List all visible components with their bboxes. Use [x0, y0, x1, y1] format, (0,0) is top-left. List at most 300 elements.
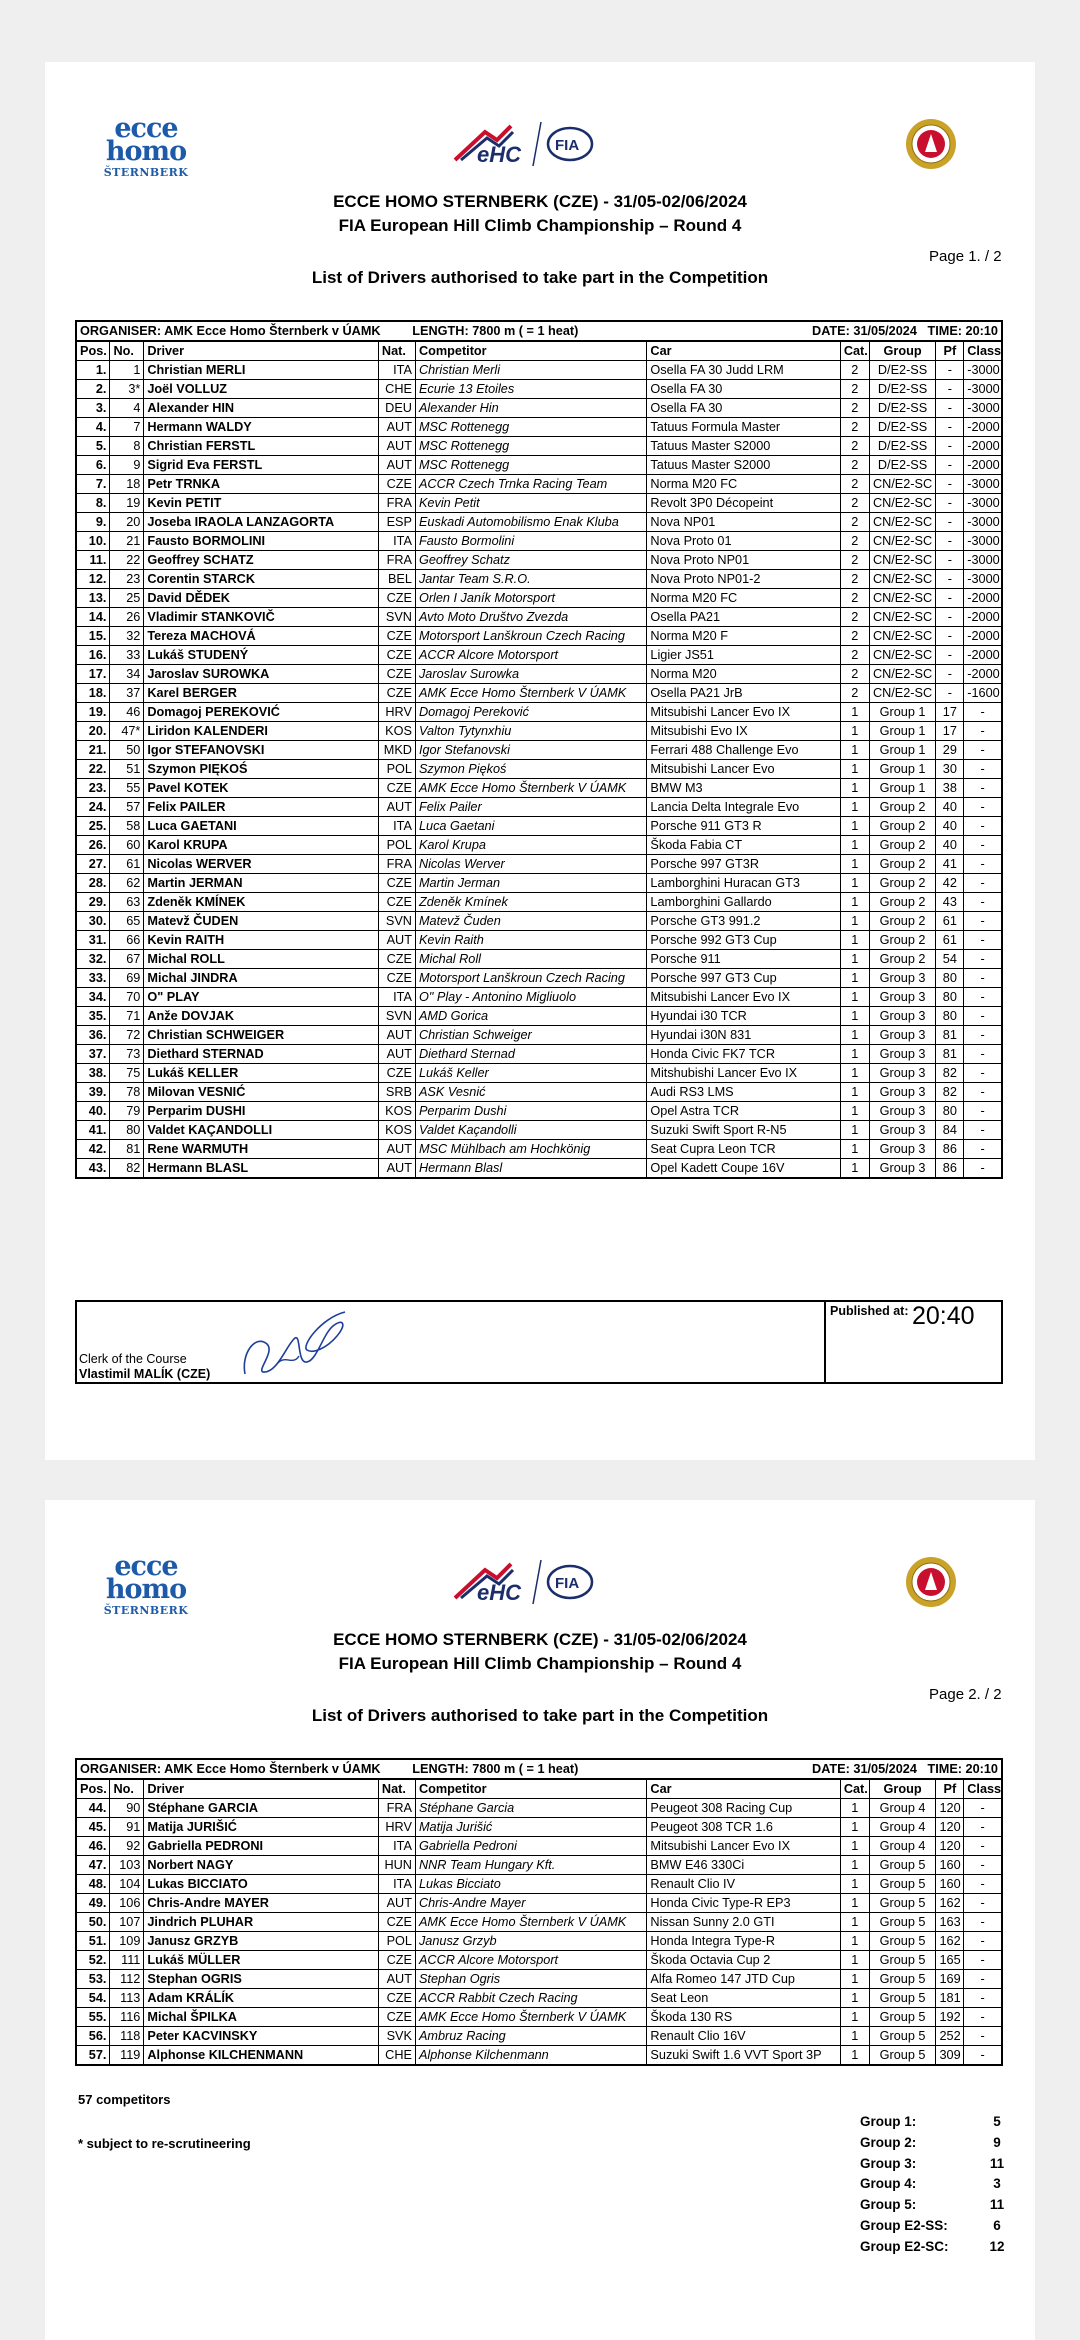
- row-car: Peugeot 308 TCR 1.6: [647, 1818, 840, 1837]
- group-summary-count: 12: [989, 2238, 1005, 2254]
- row-driver: Karol KRUPA: [144, 836, 379, 855]
- row-pos: 28.: [76, 874, 110, 893]
- col-no: No.: [110, 341, 144, 361]
- row-car: Honda Integra Type-R: [647, 1932, 840, 1951]
- row-cat: 2: [840, 665, 869, 684]
- row-driver: Kevin PETIT: [144, 494, 379, 513]
- row-car: Seat Cupra Leon TCR: [647, 1140, 840, 1159]
- row-cat: 2: [840, 532, 869, 551]
- row-pos: 11.: [76, 551, 110, 570]
- row-driver: Peter KACVINSKY: [144, 2027, 379, 2046]
- row-driver: Michal ŠPILKA: [144, 2008, 379, 2027]
- row-competitor: NNR Team Hungary Kft.: [415, 1856, 646, 1875]
- row-nat: CZE: [378, 1951, 415, 1970]
- row-no: 3*: [110, 380, 144, 399]
- row-cat: 2: [840, 437, 869, 456]
- row-driver: Norbert NAGY: [144, 1856, 379, 1875]
- row-driver: Nicolas WERVER: [144, 855, 379, 874]
- row-nat: AUT: [378, 931, 415, 950]
- row-cat: 1: [840, 1007, 869, 1026]
- row-pf: -: [936, 589, 964, 608]
- row-pos: 5.: [76, 437, 110, 456]
- row-no: 69: [110, 969, 144, 988]
- row-nat: CZE: [378, 589, 415, 608]
- row-no: 60: [110, 836, 144, 855]
- row-car: Ferrari 488 Challenge Evo: [647, 741, 840, 760]
- row-class: -3000: [964, 494, 1002, 513]
- group-summary: [860, 2112, 1010, 2258]
- row-class: -: [964, 1856, 1002, 1875]
- row-pos: 55.: [76, 2008, 110, 2027]
- row-pf: 81: [936, 1026, 964, 1045]
- row-driver: Christian SCHWEIGER: [144, 1026, 379, 1045]
- row-car: Škoda Octavia Cup 2: [647, 1951, 840, 1970]
- competitors-total: 57 competitors: [78, 2092, 171, 2107]
- row-group: Group 2: [869, 893, 936, 912]
- group-summary-label: Group E2-SC:: [860, 2238, 949, 2254]
- table-row: [76, 1932, 1002, 1951]
- row-class: -2000: [964, 627, 1002, 646]
- row-no: 71: [110, 1007, 144, 1026]
- table-row: [76, 912, 1002, 931]
- row-nat: CZE: [378, 950, 415, 969]
- row-nat: FRA: [378, 494, 415, 513]
- footnote: * subject to re-scrutineering: [78, 2136, 251, 2151]
- table-row: [76, 874, 1002, 893]
- row-group: Group 3: [869, 1140, 936, 1159]
- row-group: Group 1: [869, 741, 936, 760]
- group-summary-row: [860, 2216, 1010, 2237]
- group-summary-count: 9: [993, 2134, 1001, 2150]
- row-car: Lancia Delta Integrale Evo: [647, 798, 840, 817]
- row-cat: 1: [840, 1045, 869, 1064]
- row-nat: ITA: [378, 988, 415, 1007]
- document-page-2: [45, 1500, 1035, 2340]
- row-class: -3000: [964, 475, 1002, 494]
- row-nat: FRA: [378, 551, 415, 570]
- row-pos: 46.: [76, 1837, 110, 1856]
- row-competitor: Christian Schweiger: [415, 1026, 646, 1045]
- row-class: -: [964, 969, 1002, 988]
- row-cat: 2: [840, 646, 869, 665]
- row-cat: 1: [840, 931, 869, 950]
- row-competitor: ACCR Rabbit Czech Racing: [415, 1989, 646, 2008]
- row-no: 9: [110, 456, 144, 475]
- row-nat: HUN: [378, 1856, 415, 1875]
- row-nat: ITA: [378, 1837, 415, 1856]
- row-no: 106: [110, 1894, 144, 1913]
- row-driver: Zdeněk KMÍNEK: [144, 893, 379, 912]
- row-class: -: [964, 1989, 1002, 2008]
- svg-text:FIA: FIA: [555, 1575, 580, 1592]
- row-competitor: Martin Jerman: [415, 874, 646, 893]
- row-driver: Lukáš STUDENÝ: [144, 646, 379, 665]
- row-class: -: [964, 798, 1002, 817]
- group-summary-label: Group 1:: [860, 2114, 917, 2129]
- row-class: -: [964, 931, 1002, 950]
- row-driver: Felix PAILER: [144, 798, 379, 817]
- row-driver: Karel BERGER: [144, 684, 379, 703]
- row-car: Nova Proto NP01: [647, 551, 840, 570]
- col-nat: Nat.: [378, 1779, 415, 1799]
- row-competitor: ASK Vesnić: [415, 1083, 646, 1102]
- row-cat: 1: [840, 1894, 869, 1913]
- row-car: Tatuus Master S2000: [647, 437, 840, 456]
- row-car: Nova Proto NP01-2: [647, 570, 840, 589]
- row-class: -: [964, 1083, 1002, 1102]
- row-pf: -: [936, 570, 964, 589]
- row-no: 22: [110, 551, 144, 570]
- row-competitor: Michal Roll: [415, 950, 646, 969]
- table-row: [76, 2027, 1002, 2046]
- table-row: [76, 646, 1002, 665]
- row-driver: Igor STEFANOVSKI: [144, 741, 379, 760]
- row-nat: FRA: [378, 1799, 415, 1818]
- row-class: -: [964, 817, 1002, 836]
- row-pf: 80: [936, 988, 964, 1007]
- row-pf: 163: [936, 1913, 964, 1932]
- row-group: CN/E2-SC: [869, 589, 936, 608]
- row-cat: 1: [840, 760, 869, 779]
- col-pos: Pos.: [76, 1779, 110, 1799]
- row-pf: -: [936, 475, 964, 494]
- row-driver: Pavel KOTEK: [144, 779, 379, 798]
- row-class: -3000: [964, 532, 1002, 551]
- row-competitor: Perparim Dushi: [415, 1102, 646, 1121]
- row-competitor: Valton Tytynxhiu: [415, 722, 646, 741]
- row-group: CN/E2-SC: [869, 608, 936, 627]
- row-car: Mitsubishi Lancer Evo IX: [647, 988, 840, 1007]
- event-title: ECCE HOMO STERNBERK (CZE) - 31/05-02/06/2024: [333, 1630, 747, 1649]
- row-cat: 1: [840, 2008, 869, 2027]
- row-no: 7: [110, 418, 144, 437]
- row-nat: AUT: [378, 418, 415, 437]
- row-no: 1: [110, 361, 144, 380]
- row-cat: 1: [840, 1913, 869, 1932]
- row-competitor: Stephan Ogris: [415, 1970, 646, 1989]
- row-competitor: Geoffrey Schatz: [415, 551, 646, 570]
- row-group: Group 5: [869, 2008, 936, 2027]
- row-car: Porsche 997 GT3R: [647, 855, 840, 874]
- row-cat: 2: [840, 494, 869, 513]
- row-competitor: Motorsport Lanškroun Czech Racing: [415, 627, 646, 646]
- row-pf: -: [936, 627, 964, 646]
- row-pf: -: [936, 418, 964, 437]
- row-pf: 42: [936, 874, 964, 893]
- row-nat: KOS: [378, 722, 415, 741]
- table-row: [76, 684, 1002, 703]
- row-competitor: Alexander Hin: [415, 399, 646, 418]
- row-car: Mitsubishi Evo IX: [647, 722, 840, 741]
- clerk-label: Clerk of the Course: [79, 1352, 187, 1366]
- row-class: -: [964, 1026, 1002, 1045]
- row-class: -: [964, 1875, 1002, 1894]
- table-row: [76, 931, 1002, 950]
- row-driver: Perparim DUSHI: [144, 1102, 379, 1121]
- row-car: Suzuki Swift 1.6 VVT Sport 3P: [647, 2046, 840, 2066]
- row-no: 34: [110, 665, 144, 684]
- row-car: BMW M3: [647, 779, 840, 798]
- row-pos: 33.: [76, 969, 110, 988]
- svg-text:FIA: FIA: [555, 137, 580, 154]
- row-no: 32: [110, 627, 144, 646]
- row-driver: Lukáš KELLER: [144, 1064, 379, 1083]
- group-summary-row: [860, 2133, 1010, 2154]
- row-nat: ITA: [378, 361, 415, 380]
- row-cat: 1: [840, 703, 869, 722]
- row-pf: 43: [936, 893, 964, 912]
- row-pf: 82: [936, 1083, 964, 1102]
- row-pf: -: [936, 437, 964, 456]
- row-pos: 51.: [76, 1932, 110, 1951]
- row-group: Group 5: [869, 1856, 936, 1875]
- row-competitor: ACCR Czech Trnka Racing Team: [415, 475, 646, 494]
- row-class: -: [964, 703, 1002, 722]
- row-pos: 30.: [76, 912, 110, 931]
- row-pos: 50.: [76, 1913, 110, 1932]
- row-class: -: [964, 760, 1002, 779]
- row-competitor: Lukas Bicciato: [415, 1875, 646, 1894]
- row-nat: AUT: [378, 1159, 415, 1179]
- row-pf: 30: [936, 760, 964, 779]
- row-car: Mitsubishi Lancer Evo IX: [647, 1837, 840, 1856]
- row-pos: 13.: [76, 589, 110, 608]
- row-pos: 57.: [76, 2046, 110, 2066]
- row-no: 66: [110, 931, 144, 950]
- row-pf: 40: [936, 817, 964, 836]
- row-nat: CZE: [378, 1064, 415, 1083]
- row-no: 103: [110, 1856, 144, 1875]
- row-class: -: [964, 1818, 1002, 1837]
- row-nat: SVK: [378, 2027, 415, 2046]
- row-pos: 41.: [76, 1121, 110, 1140]
- row-competitor: Kevin Raith: [415, 931, 646, 950]
- col-no: No.: [110, 1779, 144, 1799]
- row-cat: 2: [840, 399, 869, 418]
- row-car: Norma M20 F: [647, 627, 840, 646]
- clerk-block: [79, 1352, 210, 1382]
- row-class: -1600: [964, 684, 1002, 703]
- championship-title: FIA European Hill Climb Championship – Round 4: [338, 216, 742, 235]
- ecce-homo-logo: ecce homo ŠTERNBERK: [103, 113, 189, 179]
- row-pf: 86: [936, 1159, 964, 1179]
- row-competitor: Domagoj Pereković: [415, 703, 646, 722]
- row-pf: 192: [936, 2008, 964, 2027]
- row-competitor: Felix Pailer: [415, 798, 646, 817]
- table-row: [76, 399, 1002, 418]
- row-class: -: [964, 1837, 1002, 1856]
- row-nat: CZE: [378, 893, 415, 912]
- row-nat: HRV: [378, 1818, 415, 1837]
- row-competitor: Chris-Andre Mayer: [415, 1894, 646, 1913]
- col-car: Car: [647, 341, 840, 361]
- row-cat: 1: [840, 836, 869, 855]
- row-driver: Michal ROLL: [144, 950, 379, 969]
- list-time: TIME: 20:10: [927, 324, 998, 338]
- row-group: Group 3: [869, 1121, 936, 1140]
- row-class: -2000: [964, 646, 1002, 665]
- row-nat: CHE: [378, 2046, 415, 2066]
- row-nat: ESP: [378, 513, 415, 532]
- row-car: Porsche 911 GT3 R: [647, 817, 840, 836]
- row-class: -2000: [964, 665, 1002, 684]
- row-nat: KOS: [378, 1102, 415, 1121]
- row-pos: 2.: [76, 380, 110, 399]
- table-row: [76, 779, 1002, 798]
- row-cat: 2: [840, 456, 869, 475]
- row-pos: 7.: [76, 475, 110, 494]
- group-summary-count: 3: [993, 2176, 1001, 2192]
- row-car: Peugeot 308 Racing Cup: [647, 1799, 840, 1818]
- row-group: D/E2-SS: [869, 399, 936, 418]
- row-driver: Liridon KALENDERI: [144, 722, 379, 741]
- row-competitor: Stéphane Garcia: [415, 1799, 646, 1818]
- row-pf: 17: [936, 722, 964, 741]
- row-group: Group 3: [869, 1007, 936, 1026]
- row-cat: 2: [840, 684, 869, 703]
- row-nat: SVN: [378, 912, 415, 931]
- row-group: Group 5: [869, 1951, 936, 1970]
- row-class: -3000: [964, 551, 1002, 570]
- row-pos: 35.: [76, 1007, 110, 1026]
- table-row: [76, 551, 1002, 570]
- row-cat: 1: [840, 969, 869, 988]
- row-nat: CZE: [378, 969, 415, 988]
- track-length: LENGTH: 7800 m ( = 1 heat): [412, 324, 579, 338]
- row-driver: Stephan OGRIS: [144, 1970, 379, 1989]
- table-row: [76, 1818, 1002, 1837]
- row-cat: 1: [840, 1875, 869, 1894]
- row-cat: 1: [840, 1799, 869, 1818]
- row-driver: Stéphane GARCIA: [144, 1799, 379, 1818]
- row-competitor: Nicolas Werver: [415, 855, 646, 874]
- table-row: [76, 741, 1002, 760]
- table-row: [76, 627, 1002, 646]
- row-group: CN/E2-SC: [869, 494, 936, 513]
- row-pf: -: [936, 456, 964, 475]
- row-nat: KOS: [378, 1121, 415, 1140]
- row-driver: Domagoj PEREKOVIĆ: [144, 703, 379, 722]
- row-group: Group 2: [869, 874, 936, 893]
- row-pf: 165: [936, 1951, 964, 1970]
- table-row: [76, 1045, 1002, 1064]
- row-pf: 120: [936, 1799, 964, 1818]
- col-cat: Cat.: [840, 1779, 869, 1799]
- row-cat: 1: [840, 1159, 869, 1179]
- row-pf: 162: [936, 1932, 964, 1951]
- table-row: [76, 1159, 1002, 1179]
- row-group: Group 4: [869, 1818, 936, 1837]
- row-driver: Joseba IRAOLA LANZAGORTA: [144, 513, 379, 532]
- row-class: -3000: [964, 399, 1002, 418]
- table-row: [76, 1951, 1002, 1970]
- group-summary-row: [860, 2237, 1010, 2258]
- row-group: D/E2-SS: [869, 361, 936, 380]
- ehc-fia-logo: [415, 1556, 655, 1606]
- row-pf: 17: [936, 703, 964, 722]
- row-car: Osella FA 30: [647, 380, 840, 399]
- row-car: BMW E46 330Ci: [647, 1856, 840, 1875]
- col-cat: Cat.: [840, 341, 869, 361]
- row-driver: Sigrid Eva FERSTL: [144, 456, 379, 475]
- row-pf: 252: [936, 2027, 964, 2046]
- row-group: Group 5: [869, 1875, 936, 1894]
- page-number: Page 2. / 2: [929, 1686, 1002, 1703]
- row-pos: 53.: [76, 1970, 110, 1989]
- row-group: Group 3: [869, 988, 936, 1007]
- row-group: Group 3: [869, 1026, 936, 1045]
- list-date: DATE: 31/05/2024: [812, 1762, 917, 1776]
- row-competitor: Motorsport Lanškroun Czech Racing: [415, 969, 646, 988]
- row-no: 57: [110, 798, 144, 817]
- row-class: -: [964, 1045, 1002, 1064]
- table-row: [76, 513, 1002, 532]
- row-car: Hyundai i30N 831: [647, 1026, 840, 1045]
- row-pos: 1.: [76, 361, 110, 380]
- table-row: [76, 760, 1002, 779]
- row-cat: 1: [840, 817, 869, 836]
- row-pos: 15.: [76, 627, 110, 646]
- row-class: -: [964, 950, 1002, 969]
- row-pos: 4.: [76, 418, 110, 437]
- row-cat: 2: [840, 608, 869, 627]
- row-cat: 2: [840, 475, 869, 494]
- col-competitor: Competitor: [415, 1779, 646, 1799]
- row-car: Škoda 130 RS: [647, 2008, 840, 2027]
- row-no: 92: [110, 1837, 144, 1856]
- row-pos: 39.: [76, 1083, 110, 1102]
- row-competitor: AMK Ecce Homo Šternberk V ÚAMK: [415, 779, 646, 798]
- row-pos: 26.: [76, 836, 110, 855]
- row-group: D/E2-SS: [869, 456, 936, 475]
- table-row: [76, 1970, 1002, 1989]
- row-cat: 1: [840, 2046, 869, 2066]
- row-pos: 23.: [76, 779, 110, 798]
- row-group: Group 2: [869, 931, 936, 950]
- clerk-name: Vlastimil MALÍK (CZE): [79, 1367, 211, 1381]
- table-row: [76, 988, 1002, 1007]
- row-cat: 1: [840, 1970, 869, 1989]
- table-row: [76, 361, 1002, 380]
- table-row: [76, 1102, 1002, 1121]
- row-car: Ligier JS51: [647, 646, 840, 665]
- table-row: [76, 475, 1002, 494]
- row-pf: -: [936, 361, 964, 380]
- row-cat: 1: [840, 1083, 869, 1102]
- row-cat: 2: [840, 513, 869, 532]
- row-competitor: ACCR Alcore Motorsport: [415, 646, 646, 665]
- row-competitor: Janusz Grzyb: [415, 1932, 646, 1951]
- row-cat: 1: [840, 1932, 869, 1951]
- row-class: -: [964, 2008, 1002, 2027]
- table-row: [76, 1007, 1002, 1026]
- row-no: 116: [110, 2008, 144, 2027]
- row-no: 91: [110, 1818, 144, 1837]
- row-group: Group 2: [869, 950, 936, 969]
- championship-title: FIA European Hill Climb Championship – Round 4: [338, 1654, 742, 1673]
- row-pos: 38.: [76, 1064, 110, 1083]
- row-driver: Geoffrey SCHATZ: [144, 551, 379, 570]
- row-nat: AUT: [378, 1045, 415, 1064]
- row-cat: 2: [840, 570, 869, 589]
- row-no: 51: [110, 760, 144, 779]
- row-no: 72: [110, 1026, 144, 1045]
- row-group: CN/E2-SC: [869, 532, 936, 551]
- row-car: Osella FA 30 Judd LRM: [647, 361, 840, 380]
- row-car: Porsche 911: [647, 950, 840, 969]
- table-row: [76, 1083, 1002, 1102]
- group-summary-row: [860, 2195, 1010, 2216]
